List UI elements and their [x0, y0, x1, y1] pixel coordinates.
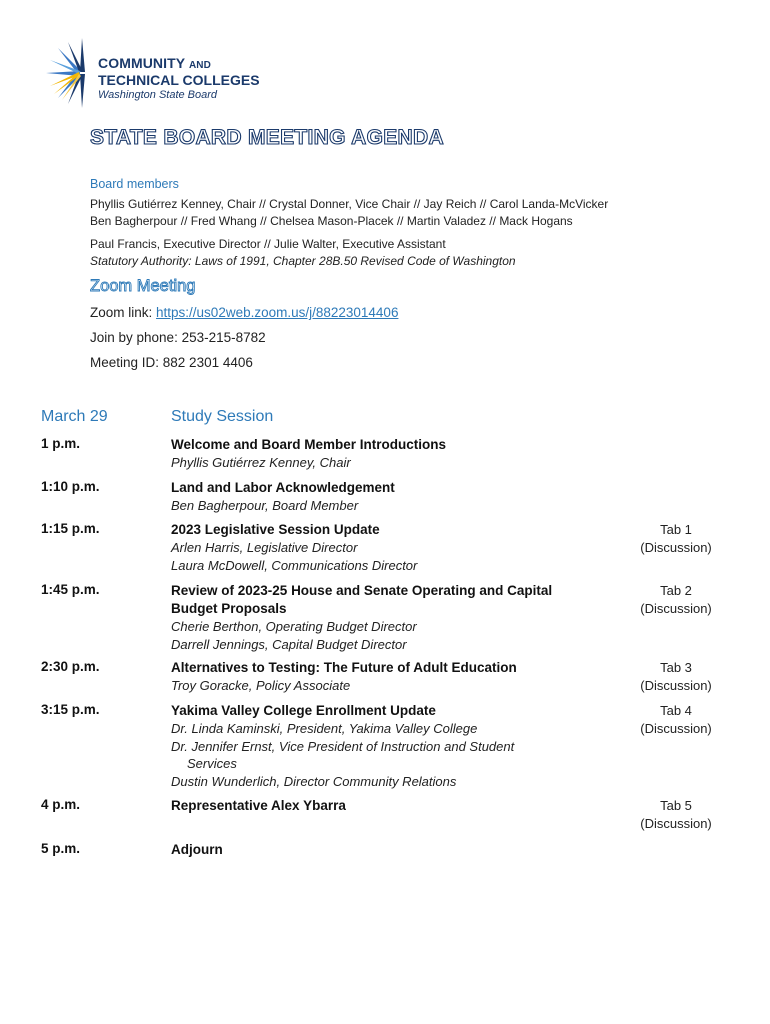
agenda-presenter: Darrell Jennings, Capital Budget Director: [171, 636, 407, 652]
agenda-item-title: Alternatives to Testing: The Future of Adult Education: [171, 660, 517, 675]
zoom-link-line: [90, 305, 398, 320]
zoom-link[interactable]: https://us02web.zoom.us/j/88223014406: [156, 305, 399, 320]
tab-number: Tab 3: [660, 660, 692, 675]
agenda-item-title: Welcome and Board Member Introductions: [171, 437, 447, 452]
staff-line: Paul Francis, Executive Director // Julie Walter, Executive Assistant: [90, 237, 446, 251]
agenda-tab: [620, 659, 732, 695]
tab-note: (Discussion): [640, 601, 712, 616]
board-members-line-2: Ben Bagherpour // Fred Whang // Chelsea Mason-Placek // Martin Valadez // Mack Hogans: [90, 214, 573, 228]
tab-note: (Discussion): [640, 678, 712, 693]
agenda-item-title: Review of 2023-25 House and Senate Operating and Capital Budget Proposals: [171, 583, 553, 616]
agenda-item-title: Adjourn: [171, 842, 223, 857]
agenda-presenter: Arlen Harris, Legislative Director: [171, 540, 358, 555]
agenda-time: 1:10 p.m.: [41, 479, 100, 494]
agenda-time: 3:15 p.m.: [41, 702, 100, 717]
agenda-item-title: Land and Labor Acknowledgement: [171, 480, 395, 495]
agenda-presenter: Troy Goracke, Policy Associate: [171, 678, 351, 693]
agenda-tab: [620, 521, 732, 557]
tab-number: Tab 4: [660, 703, 692, 718]
agenda-time: 2:30 p.m.: [41, 659, 100, 674]
starburst-logo-icon: [44, 38, 96, 108]
agenda-presenter: Services: [187, 756, 237, 771]
agenda-presenter: Laura McDowell, Communications Director: [171, 557, 418, 573]
zoom-meeting-id: Meeting ID: 882 2301 4406: [90, 355, 253, 370]
tab-number: Tab 1: [660, 522, 692, 537]
agenda-content: [171, 479, 571, 515]
tab-number: Tab 2: [660, 583, 692, 598]
agenda-item-title: Yakima Valley College Enrollment Update: [171, 703, 436, 718]
agenda-time: 1:45 p.m.: [41, 582, 100, 597]
page-title: STATE BOARD MEETING AGENDA: [90, 126, 444, 149]
board-members-label: Board members: [90, 177, 179, 191]
agenda-presenter: Dr. Linda Kaminski, President, Yakima Valley College: [171, 721, 478, 736]
agenda-presenter: Ben Bagherpour, Board Member: [171, 498, 359, 513]
zoom-phone: Join by phone: 253-215-8782: [90, 330, 266, 345]
agenda-content: [171, 797, 571, 815]
tab-number: Tab 5: [660, 798, 692, 813]
agenda-time: 5 p.m.: [41, 841, 81, 856]
agenda-content: [171, 582, 571, 653]
tab-note: (Discussion): [640, 721, 712, 736]
zoom-heading: Zoom Meeting: [90, 277, 196, 295]
logo-line-state-board: Washington State Board: [98, 89, 218, 101]
agenda-presenter: Cherie Berthon, Operating Budget Director: [171, 619, 417, 634]
logo-line-technical: TECHNICAL COLLEGES: [98, 72, 260, 88]
tab-note: (Discussion): [640, 540, 712, 555]
board-members-line-1: Phyllis Gutiérrez Kenney, Chair // Crystal Donner, Vice Chair // Jay Reich // Carol Landa-McVicker: [90, 197, 609, 211]
session-title: Study Session: [171, 408, 274, 425]
logo-line-community: COMMUNITY AND: [98, 55, 211, 71]
statutory-authority: Statutory Authority: Laws of 1991, Chapter 28B.50 Revised Code of Washington: [90, 254, 516, 268]
zoom-link-label: Zoom link:: [90, 305, 157, 320]
agenda-item-title: Representative Alex Ybarra: [171, 798, 346, 813]
agenda-time: 1:15 p.m.: [41, 521, 100, 536]
agenda-presenter: Dr. Jennifer Ernst, Vice President of Instruction and Student: [171, 738, 515, 754]
agenda-content: [171, 436, 571, 472]
logo: [44, 38, 274, 108]
agenda-time: 1 p.m.: [41, 436, 81, 451]
logo-wordmark: [98, 56, 260, 102]
agenda-content: [171, 702, 571, 790]
agenda-content: [171, 841, 571, 859]
agenda-content: [171, 659, 571, 695]
agenda-content: [171, 521, 571, 574]
session-date: March 29: [41, 408, 108, 425]
tab-note: (Discussion): [640, 816, 712, 831]
agenda-item-title: 2023 Legislative Session Update: [171, 522, 380, 537]
agenda-tab: [620, 582, 732, 618]
agenda-tab: [620, 797, 732, 833]
agenda-tab: [620, 702, 732, 738]
agenda-time: 4 p.m.: [41, 797, 81, 812]
agenda-presenter: Phyllis Gutiérrez Kenney, Chair: [171, 455, 351, 470]
agenda-presenter: Dustin Wunderlich, Director Community Relations: [171, 773, 457, 789]
